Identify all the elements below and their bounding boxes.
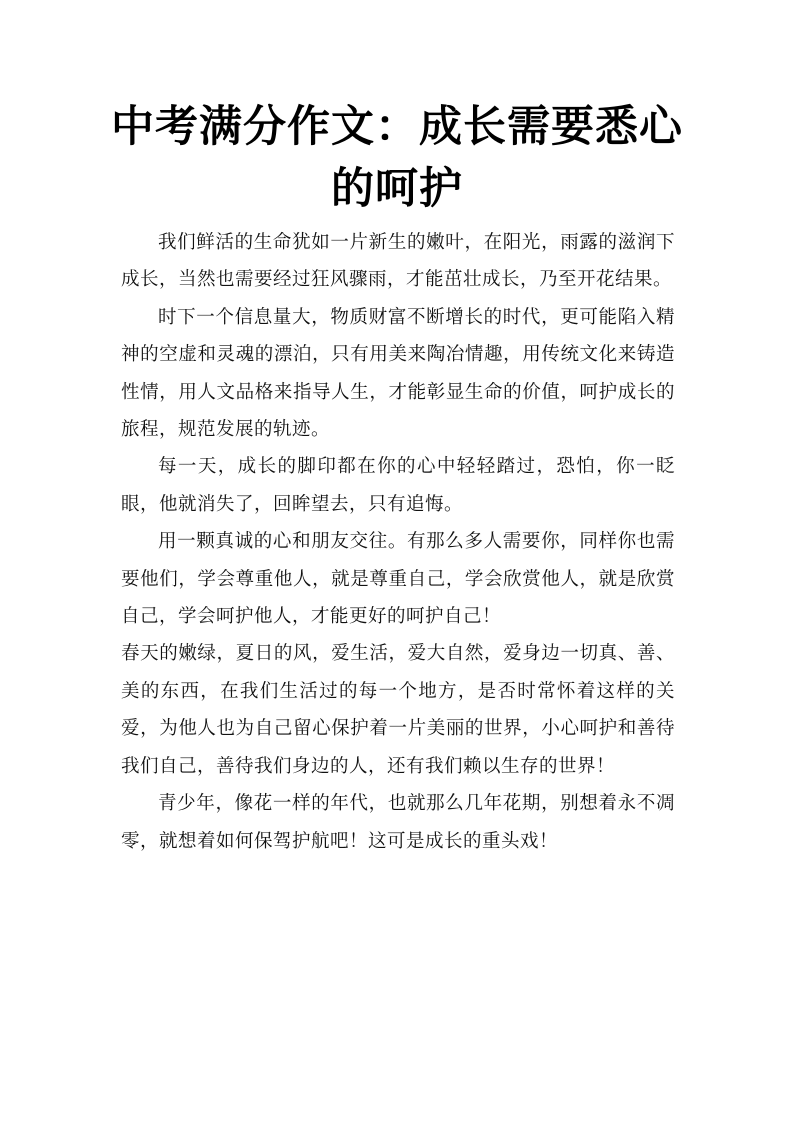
paragraph-5: 春天的嫩绿，夏日的风，爱生活，爱大自然，爱身边一切真、善、美的东西，在我们生活过的每一个地方，是否时常怀着这样的关爱，为他人也为自己留心保护着一片美丽的世界，小心呵护和善待我们自己，善待我们身边的人，还有我们赖以生存的世界！ bbox=[121, 643, 675, 777]
paragraph-1: 我们鲜活的生命犹如一片新生的嫩叶，在阳光，雨露的滋润下成长，当然也需要经过狂风骤雨，才能茁壮成长，乃至开花结果。 bbox=[121, 232, 675, 291]
document-title: 中考满分作文：成长需要悉心的呵护 bbox=[111, 102, 683, 214]
paragraph-4: 用一颗真诚的心和朋友交往。有那么多人需要你，同样你也需要他们，学会尊重他人，就是尊重自己，学会欣赏他人，就是欣赏自己，学会呵护他人，才能更好的呵护自己！ bbox=[121, 531, 675, 628]
paragraph-6: 青少年，像花一样的年代，也就那么几年花期，别想着永不凋零，就想着如何保驾护航吧！这可是成长的重头戏！ bbox=[121, 793, 675, 852]
document-body bbox=[121, 224, 675, 860]
paragraph-2: 时下一个信息量大，物质财富不断增长的时代，更可能陷入精神的空虚和灵魂的漂泊，只有用美来陶冶情趣，用传统文化来铸造性情，用人文品格来指导人生，才能彰显生命的价值，呵护成长的旅程，规范发展的轨迹。 bbox=[121, 306, 675, 441]
paragraph-3: 每一天，成长的脚印都在你的心中轻轻踏过，恐怕，你一眨眼，他就消失了，回眸望去，只有追悔。 bbox=[121, 456, 675, 515]
